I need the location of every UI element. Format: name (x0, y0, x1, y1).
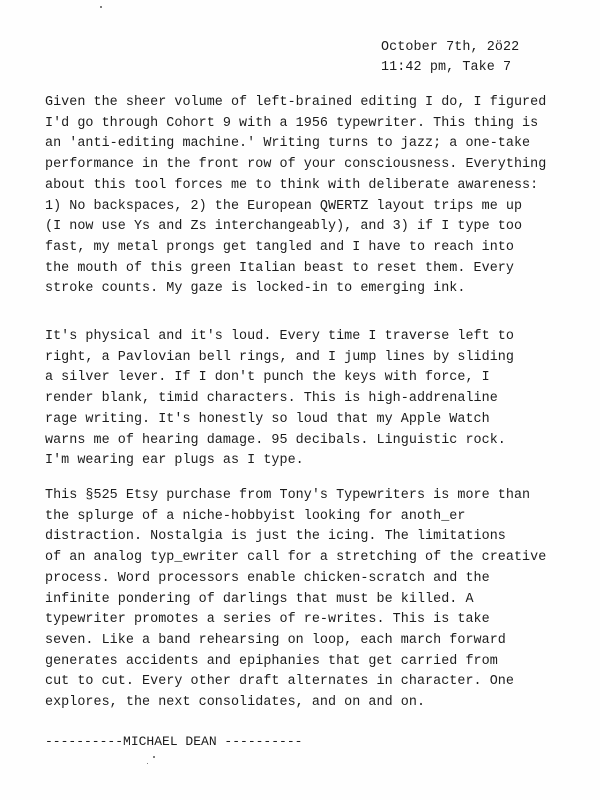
text-line: stroke counts. My gaze is locked-in to emerging ink. (45, 281, 466, 297)
text-line: I'd go through Cohort 9 with a 1956 typewriter. This thing is (45, 115, 539, 131)
text-line: cut to cut. Every other draft alternates in character. One (45, 674, 514, 690)
text-line: right, a Pavlovian bell rings, and I jump lines by sliding (45, 349, 514, 365)
text-line: explores, the next consolidates, and on and on. (45, 695, 426, 711)
text-line: generates accidents and epiphanies that get carried from (45, 653, 498, 669)
text-line: 1) No backspaces, 2) the European QWERTZ layout trips me up (45, 198, 523, 214)
ink-speck (153, 756, 155, 758)
dateline (381, 38, 519, 78)
text-line: fast, my metal prongs get tangled and I have to reach into (45, 239, 514, 255)
ink-speck (147, 763, 148, 764)
text-line: seven. Like a band rehearsing on loop, each march forward (45, 632, 506, 648)
paragraph-2 (45, 327, 585, 472)
text-line: of an analog typ_ewriter call for a stretching of the creative (45, 550, 547, 566)
text-line: an 'anti-editing machine.' Writing turns to jazz; a one-take (45, 136, 531, 152)
signature-line: ----------MICHAEL DEAN ---------- (45, 734, 303, 749)
text-line: performance in the front row of your consciousness. Everything (45, 157, 547, 173)
text-line: the splurge of a niche-hobbyist looking for anoth_er (45, 508, 466, 524)
text-line: a silver lever. If I don't punch the keys with force, I (45, 370, 490, 386)
text-line: I'm wearing ear plugs as I type. (45, 453, 304, 469)
text-line: the mouth of this green Italian beast to reset them. Every (45, 260, 514, 276)
ink-speck (100, 6, 102, 8)
text-line: Given the sheer volume of left-brained editing I do, I figured (45, 95, 547, 110)
text-line: process. Word processors enable chicken-scratch and the (45, 570, 490, 586)
text-line: This §525 Etsy purchase from Tony's Typewriters is more than (45, 488, 531, 503)
paragraph-1 (45, 93, 585, 300)
text-line: distraction. Nostalgia is just the icing. The limitations (45, 529, 506, 545)
text-line: typewriter promotes a series of re-writes. This is take (45, 612, 490, 628)
text-line: warns me of hearing damage. 95 decibals. Linguistic rock. (45, 432, 506, 448)
text-line: (I now use Ys and Zs interchangeably), and 3) if I type too (45, 219, 523, 235)
text-line: rage writing. It's honestly so loud that my Apple Watch (45, 411, 490, 427)
time-take-text: 11:42 pm, Take 7 (381, 60, 512, 75)
text-line: It's physical and it's loud. Every time I traverse left to (45, 329, 514, 344)
text-line: render blank, timid characters. This is high-addrenaline (45, 391, 498, 407)
text-line: infinite pondering of darlings that must be killed. A (45, 591, 474, 607)
text-line: about this tool forces me to think with deliberate awareness: (45, 177, 539, 193)
paragraph-3 (45, 486, 585, 714)
date-text: October 7th, 2ö22 (381, 40, 520, 55)
